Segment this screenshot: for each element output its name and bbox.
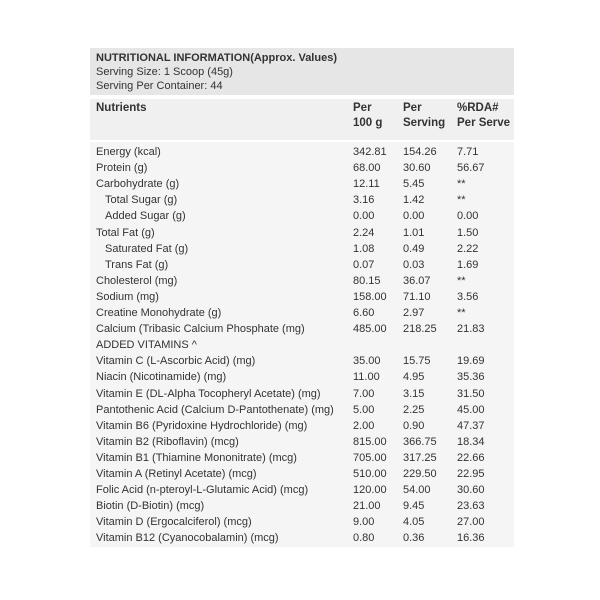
table-row — [90, 160, 514, 176]
nutrient-name: Sodium (mg) — [96, 290, 159, 303]
column-header-row — [90, 99, 514, 140]
value-per-100g: 3.16 — [353, 194, 375, 207]
col-per-serving-line2: Serving — [403, 117, 446, 129]
table-row — [90, 321, 514, 337]
table-row — [90, 498, 514, 514]
value-rda: ** — [457, 274, 466, 287]
value-per-100g: 0.00 — [353, 210, 375, 223]
col-per-100g — [353, 101, 382, 131]
value-per-serving: 317.25 — [403, 451, 437, 464]
table-row — [90, 225, 514, 241]
nutrient-name: Vitamin A (Retinyl Acetate) (mcg) — [96, 468, 257, 480]
value-rda: 21.83 — [457, 323, 485, 336]
nutrient-name: Vitamin B1 (Thiamine Mononitrate) (mcg) — [96, 451, 297, 464]
value-per-serving: 154.26 — [403, 146, 437, 158]
value-per-100g: 485.00 — [353, 323, 387, 336]
table-row — [90, 402, 514, 418]
value-per-100g: 12.11 — [353, 178, 380, 191]
nutrient-name: Energy (kcal) — [96, 146, 161, 158]
nutrient-name: Vitamin B6 (Pyridoxine Hydrochloride) (mg) — [96, 419, 308, 432]
col-rda — [457, 101, 510, 131]
value-per-serving: 0.00 — [403, 210, 425, 223]
table-row — [90, 514, 514, 530]
table-row — [90, 144, 514, 160]
nutrient-name: Vitamin C (L-Ascorbic Acid) (mg) — [96, 355, 256, 368]
value-rda: 7.71 — [457, 146, 479, 158]
value-rda: 22.66 — [457, 451, 485, 464]
value-rda: ** — [457, 307, 466, 319]
value-per-serving: 0.36 — [403, 532, 425, 545]
table-row — [90, 369, 514, 385]
value-rda: 27.00 — [457, 516, 485, 529]
value-rda: 1.69 — [457, 258, 479, 271]
value-rda: 47.37 — [457, 419, 485, 432]
value-rda: 1.50 — [457, 226, 479, 239]
table-row — [90, 353, 514, 369]
table-row — [90, 176, 514, 192]
value-per-serving: 218.25 — [403, 323, 437, 336]
serving-per-container: Serving Per Container: 44 — [96, 80, 223, 92]
table-row — [90, 434, 514, 450]
value-per-serving: 0.49 — [403, 242, 425, 255]
value-rda: 18.34 — [457, 435, 485, 448]
value-rda: 16.36 — [457, 532, 485, 545]
nutrient-name: Saturated Fat (g) — [105, 242, 189, 255]
nutrient-name: ADDED VITAMINS ^ — [96, 339, 197, 352]
nutrient-name: Added Sugar (g) — [105, 210, 186, 223]
value-per-100g: 705.00 — [353, 451, 387, 464]
nutrient-name: Trans Fat (g) — [105, 258, 169, 271]
value-per-100g: 342.81 — [353, 146, 387, 158]
value-per-100g: 7.00 — [353, 387, 375, 400]
value-per-100g: 68.00 — [353, 162, 381, 175]
value-rda: ** — [457, 178, 466, 191]
nutrient-name: Vitamin D (Ergocalciferol) (mcg) — [96, 516, 252, 529]
nutrient-name: Total Fat (g) — [96, 226, 155, 239]
value-per-100g: 120.00 — [353, 484, 387, 497]
value-rda: 56.67 — [457, 162, 485, 175]
nutrient-table-body — [90, 142, 514, 547]
value-per-serving: 9.45 — [403, 500, 425, 513]
value-rda: 35.36 — [457, 371, 485, 384]
value-per-serving: 4.95 — [403, 371, 425, 384]
col-nutrients: Nutrients — [96, 102, 147, 114]
table-row — [90, 257, 514, 273]
table-row — [90, 192, 514, 208]
value-per-serving: 54.00 — [403, 484, 431, 497]
value-per-serving: 1.42 — [403, 194, 425, 207]
value-per-100g: 80.15 — [353, 274, 381, 287]
value-rda: 22.95 — [457, 468, 485, 480]
nutrient-name: Carbohydrate (g) — [96, 178, 180, 191]
nutrition-header — [90, 48, 514, 95]
nutrient-name: Cholesterol (mg) — [96, 274, 178, 287]
value-per-100g: 21.00 — [353, 500, 381, 513]
value-per-serving: 5.45 — [403, 178, 425, 191]
nutrient-name: Biotin (D-Biotin) (mcg) — [96, 500, 205, 513]
value-per-serving: 366.75 — [403, 435, 437, 448]
value-per-100g: 5.00 — [353, 403, 375, 416]
table-row — [90, 466, 514, 482]
table-row — [90, 208, 514, 224]
table-row — [90, 289, 514, 305]
value-per-serving: 36.07 — [403, 274, 431, 287]
value-per-serving: 30.60 — [403, 162, 431, 175]
col-per-100g-line2: 100 g — [353, 117, 383, 129]
nutrient-name: Creatine Monohydrate (g) — [96, 307, 222, 319]
value-per-serving: 0.90 — [403, 419, 425, 432]
table-row — [90, 482, 514, 498]
value-per-serving: 3.15 — [403, 387, 425, 400]
table-row — [90, 386, 514, 402]
value-per-100g: 510.00 — [353, 468, 387, 480]
nutrient-name: Protein (g) — [96, 162, 148, 175]
value-per-100g: 35.00 — [353, 355, 381, 368]
table-row — [90, 450, 514, 466]
value-rda: 31.50 — [457, 387, 485, 400]
table-row — [90, 530, 514, 546]
value-per-100g: 11.00 — [353, 371, 380, 384]
value-per-serving: 2.97 — [403, 307, 425, 319]
table-row — [90, 418, 514, 434]
col-per-serving-line1: Per — [403, 102, 422, 114]
value-per-serving: 4.05 — [403, 516, 425, 529]
value-rda: 3.56 — [457, 290, 479, 303]
table-row — [90, 273, 514, 289]
value-per-100g: 815.00 — [353, 435, 387, 448]
value-per-serving: 2.25 — [403, 403, 425, 416]
col-rda-line1: %RDA# — [457, 102, 499, 114]
nutrition-panel — [90, 48, 514, 550]
value-per-serving: 229.50 — [403, 468, 437, 480]
table-row — [90, 305, 514, 321]
value-per-serving: 0.03 — [403, 258, 425, 271]
value-per-100g: 6.60 — [353, 307, 375, 319]
value-rda: 30.60 — [457, 484, 485, 497]
col-per-serving — [403, 101, 445, 131]
value-per-serving: 15.75 — [403, 355, 431, 368]
table-row — [90, 337, 514, 353]
col-per-100g-line1: Per — [353, 102, 372, 114]
value-rda: 23.63 — [457, 500, 485, 513]
value-per-100g: 0.80 — [353, 532, 375, 545]
value-rda: 2.22 — [457, 242, 479, 255]
value-per-serving: 1.01 — [403, 226, 425, 239]
value-per-100g: 158.00 — [353, 290, 387, 303]
col-rda-line2: Per Serve — [457, 117, 511, 129]
nutrient-name: Pantothenic Acid (Calcium D-Pantothenate) (mg) — [96, 403, 334, 416]
table-row — [90, 241, 514, 257]
serving-size: Serving Size: 1 Scoop (45g) — [96, 66, 233, 78]
value-per-100g: 2.24 — [353, 226, 375, 239]
value-per-serving: 71.10 — [403, 290, 431, 303]
nutrient-name: Vitamin B2 (Riboflavin) (mcg) — [96, 435, 239, 448]
value-per-100g: 2.00 — [353, 419, 375, 432]
value-rda: 0.00 — [457, 210, 479, 223]
nutrient-name: Vitamin E (DL-Alpha Tocopheryl Acetate) (mg) — [96, 387, 321, 400]
value-per-100g: 0.07 — [353, 258, 375, 271]
value-rda: ** — [457, 194, 466, 207]
nutrient-name: Total Sugar (g) — [105, 194, 178, 207]
nutrient-name: Calcium (Tribasic Calcium Phosphate (mg) — [96, 323, 305, 336]
value-rda: 19.69 — [457, 355, 485, 368]
value-per-100g: 9.00 — [353, 516, 375, 529]
nutrient-name: Folic Acid (n-pteroyl-L-Glutamic Acid) (mcg) — [96, 484, 309, 497]
nutrient-name: Niacin (Nicotinamide) (mg) — [96, 371, 227, 384]
value-per-100g: 1.08 — [353, 242, 375, 255]
nutrient-name: Vitamin B12 (Cyanocobalamin) (mcg) — [96, 532, 279, 545]
nutrition-title: NUTRITIONAL INFORMATION(Approx. Values) — [96, 52, 337, 64]
value-rda: 45.00 — [457, 403, 485, 416]
